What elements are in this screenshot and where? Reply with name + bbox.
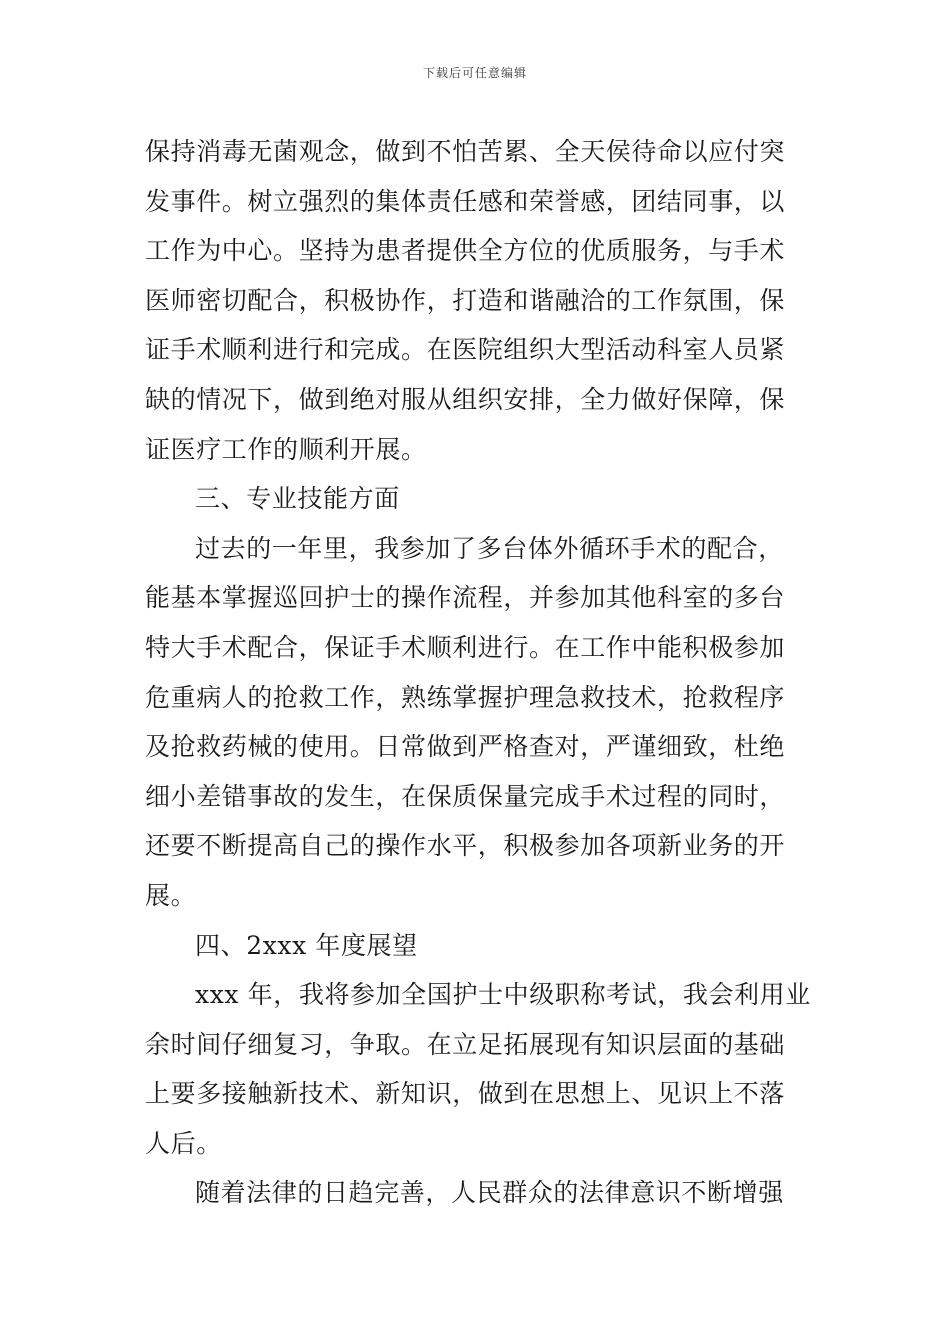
text-line: 细小差错事故的发生，在保质保量完成手术过程的同时， (145, 781, 786, 811)
text-line: 人后。 (145, 1128, 222, 1158)
text-line: 医师密切配合，积极协作，打造和谐融洽的工作氛围，保 (145, 285, 786, 315)
paragraph-start: 过去的一年里，我参加了多台体外循环手术的配合， (195, 533, 784, 563)
document-body (145, 127, 815, 1218)
text-line: 特大手术配合，保证手术顺利进行。在工作中能积极参加 (145, 632, 786, 662)
text-line: 余时间仔细复习，争取。在立足拓展现有知识层面的基础 (145, 1029, 786, 1059)
page-header: 下载后可任意编辑 (422, 66, 527, 80)
text-line: 及抢救药械的使用。日常做到严格查对，严谨细致，杜绝 (145, 732, 786, 762)
text-line: 保持消毒无菌观念，做到不怕苦累、全天侯待命以应付突 (145, 137, 786, 166)
text-line: 还要不断提高自己的操作水平，积极参加各项新业务的开 (145, 831, 786, 861)
text-line: 发事件。树立强烈的集体责任感和荣誉感，团结同事，以 (145, 186, 786, 216)
text-line: 危重病人的抢救工作，熟练掌握护理急救技术，抢救程序 (145, 682, 786, 712)
text-line: 证手术顺利进行和完成。在医院组织大型活动科室人员紧 (145, 335, 786, 365)
section-heading: 四、2xxx 年度展望 (195, 930, 418, 960)
text-line: 证医疗工作的顺利开展。 (145, 434, 427, 464)
text-line: 缺的情况下，做到绝对服从组织安排，全力做好保障，保 (145, 384, 786, 414)
text-line: 展。 (145, 880, 197, 910)
paragraph-start: 随着法律的日趋完善，人民群众的法律意识不断增强 (195, 1178, 784, 1208)
paragraph-start: xxx 年，我将参加全国护士中级职称考试，我会利用业 (195, 980, 811, 1010)
text-line: 工作为中心。坚持为患者提供全方位的优质服务，与手术 (145, 236, 786, 266)
section-heading: 三、专业技能方面 (195, 484, 400, 514)
text-line: 上要多接触新技术、新知识，做到在思想上、见识上不落 (145, 1079, 786, 1109)
text-line: 能基本掌握巡回护士的操作流程，并参加其他科室的多台 (145, 583, 786, 613)
